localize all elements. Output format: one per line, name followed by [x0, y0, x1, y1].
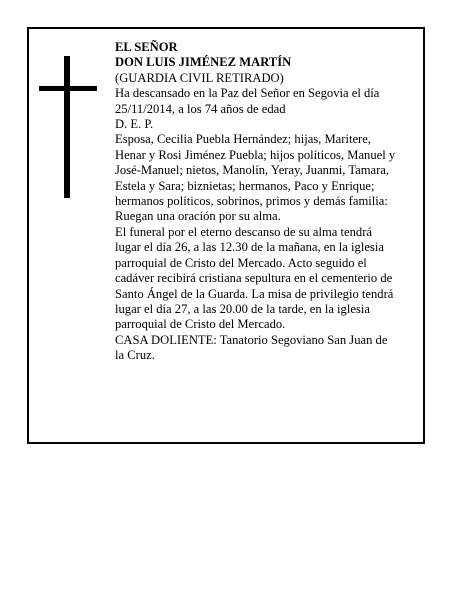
notice-line: 25/11/2014, a los 74 años de edad — [115, 101, 286, 116]
notice-line: cadáver recibirá cristiana sepultura en el cementerio de — [115, 271, 393, 286]
notice-line: CASA DOLIENTE: Tanatorio Segoviano San Juan de — [115, 332, 388, 347]
notice-line: Henar y Rosi Jiménez Puebla; hijos políticos, Manuel y — [115, 147, 396, 162]
obituary-notice — [27, 27, 425, 444]
deceased-subtitle: (GUARDIA CIVIL RETIRADO) — [115, 70, 284, 85]
notice-line: Ha descansado en la Paz del Señor en Segovia el día — [115, 86, 380, 101]
notice-line: El funeral por el eterno descanso de su alma tendrá — [115, 224, 373, 239]
notice-line: la Cruz. — [115, 348, 155, 363]
notice-line: Santo Ángel de la Guarda. La misa de privilegio tendrá — [115, 286, 394, 301]
notice-title: EL SEÑOR — [115, 40, 178, 54]
cross-icon — [39, 56, 97, 198]
deceased-name: DON LUIS JIMÉNEZ MARTÍN — [115, 55, 292, 70]
notice-line: hermanos políticos, sobrinos, primos y demás familia: — [115, 194, 388, 209]
notice-line: Estela y Sara; biznietas; hermanos, Paco y Enrique; — [115, 178, 375, 193]
notice-body — [115, 40, 419, 364]
notice-line: lugar el día 27, a las 20.00 de la tarde, en la iglesia — [115, 301, 370, 316]
notice-line: Ruegan una oración por su alma. — [115, 209, 281, 224]
notice-line: parroquial de Cristo del Mercado. — [115, 317, 286, 332]
notice-line: José-Manuel; nietos, Manolín, Yeray, Juanmi, Tamara, — [115, 163, 390, 178]
notice-line: Esposa, Cecilia Puebla Hernández; hijas, Maritere, — [115, 132, 371, 147]
cross-horizontal-bar — [39, 86, 97, 91]
cross-vertical-bar — [64, 56, 70, 198]
notice-line: parroquial de Cristo del Mercado. Acto seguido el — [115, 255, 367, 270]
notice-line: D. E. P. — [115, 117, 154, 132]
notice-line: lugar el día 26, a las 12.30 de la mañana, en la iglesia — [115, 240, 384, 255]
